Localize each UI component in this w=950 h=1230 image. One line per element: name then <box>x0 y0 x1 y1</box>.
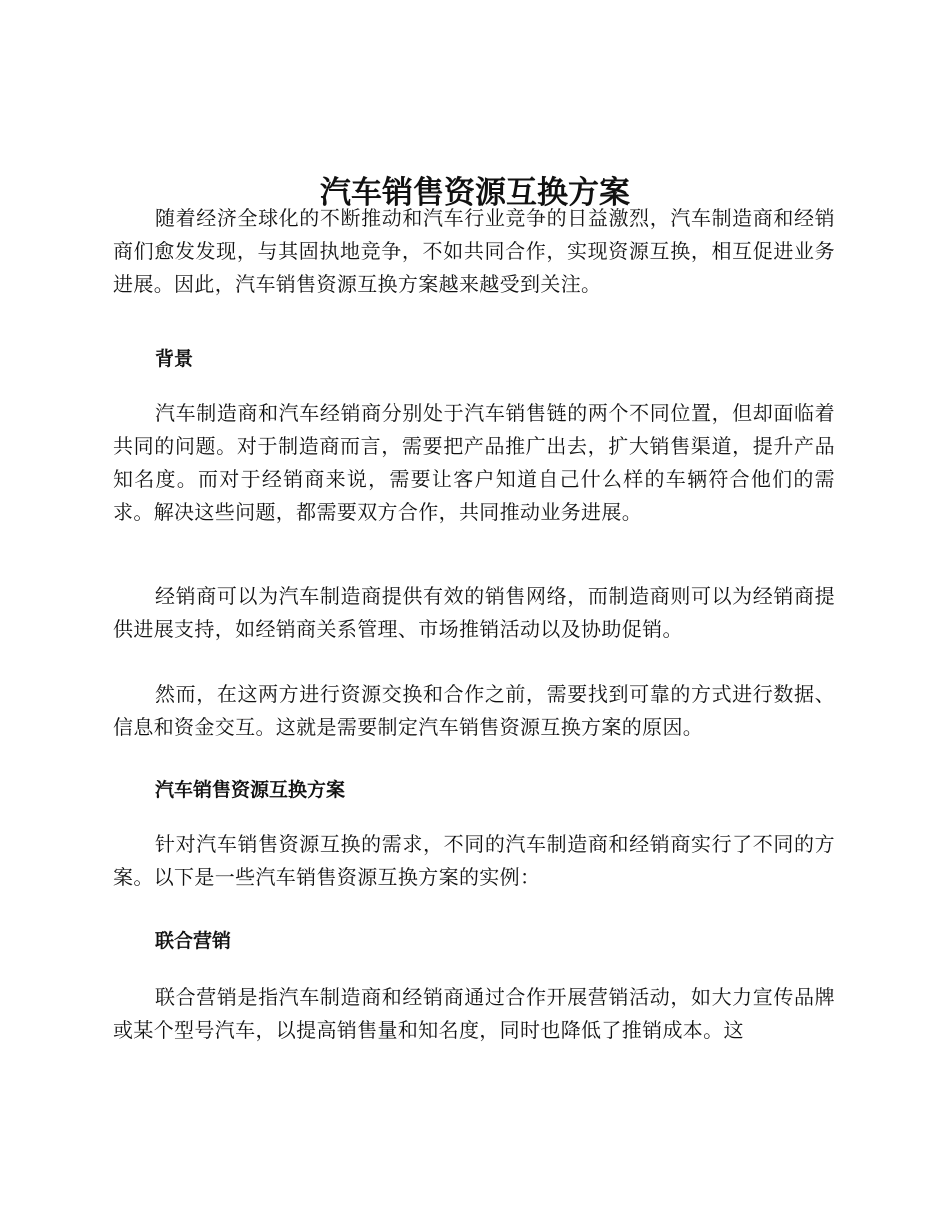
section-heading-joint-marketing: 联合营销 <box>155 930 232 952</box>
background-paragraph-3: 然而，在这两方进行资源交换和合作之前，需要找到可靠的方式进行数据、信息和资金交互。这就是需要制定汽车销售资源互换方案的原因。 <box>113 682 835 739</box>
background-paragraph-1: 汽车制造商和汽车经销商分别处于汽车销售链的两个不同位置，但却面临着共同的问题。对于制造商而言，需要把产品推广出去，扩大销售渠道，提升产品知名度。而对于经销商来说，需要让客户知道自己什么样的车辆符合他们的需求。解决这些问题，都需要双方合作，共同推动业务进展。 <box>113 401 835 524</box>
document-title: 汽车销售资源互换方案 <box>320 174 630 211</box>
exchange-plan-paragraph: 针对汽车销售资源互换的需求，不同的汽车制造商和经销商实行了不同的方案。以下是一些汽车销售资源互换方案的实例： <box>113 832 835 889</box>
joint-marketing-paragraph: 联合营销是指汽车制造商和经销商通过合作开展营销活动，如大力宣传品牌或某个型号汽车，以提高销售量和知名度，同时也降低了推销成本。这 <box>113 985 835 1042</box>
background-paragraph-2: 经销商可以为汽车制造商提供有效的销售网络，而制造商则可以为经销商提供进展支持，如经销商关系管理、市场推销活动以及协助促销。 <box>113 584 835 641</box>
intro-paragraph: 随着经济全球化的不断推动和汽车行业竞争的日益激烈，汽车制造商和经销商们愈发发现，与其固执地竞争，不如共同合作，实现资源互换，相互促进业务进展。因此，汽车销售资源互换方案越来越受到关注。 <box>113 206 835 296</box>
section-heading-exchange-plan: 汽车销售资源互换方案 <box>155 779 346 801</box>
section-heading-background: 背景 <box>155 348 194 370</box>
